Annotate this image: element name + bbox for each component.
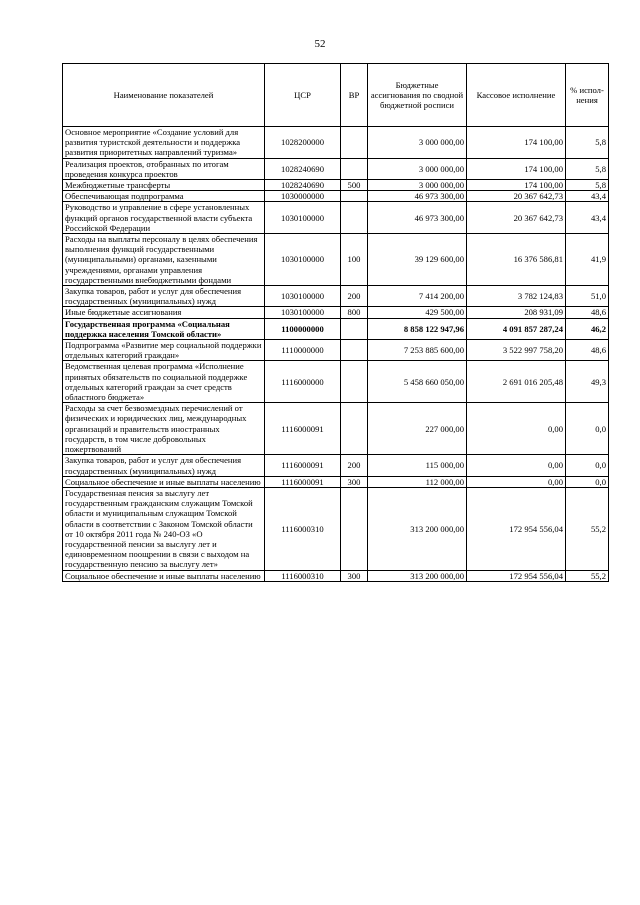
table-row [63, 361, 609, 403]
cell-csr: 1030100000 [265, 234, 341, 286]
cell-cash: 0,00 [467, 476, 566, 487]
cell-budget: 227 000,00 [368, 403, 467, 455]
cell-pct: 5,8 [566, 158, 609, 179]
cell-budget: 46 973 300,00 [368, 202, 467, 234]
header-vr: ВР [341, 64, 368, 127]
header-csr: ЦСР [265, 64, 341, 127]
cell-budget: 3 000 000,00 [368, 127, 467, 159]
cell-vr [341, 318, 368, 339]
table-row [63, 286, 609, 307]
table-row [63, 127, 609, 159]
cell-vr [341, 158, 368, 179]
cell-csr: 1100000000 [265, 318, 341, 339]
header-cash: Кассовое исполнение [467, 64, 566, 127]
cell-budget: 115 000,00 [368, 455, 467, 476]
cell-cash: 172 954 556,04 [467, 570, 566, 581]
table-row [63, 340, 609, 361]
cell-pct: 0,0 [566, 455, 609, 476]
cell-vr [341, 403, 368, 455]
cell-cash: 2 691 016 205,48 [467, 361, 566, 403]
cell-csr: 1028240690 [265, 158, 341, 179]
cell-budget: 112 000,00 [368, 476, 467, 487]
cell-pct: 48,6 [566, 307, 609, 318]
cell-cash: 16 376 586,81 [467, 234, 566, 286]
cell-budget: 7 253 885 600,00 [368, 340, 467, 361]
cell-budget: 7 414 200,00 [368, 286, 467, 307]
cell-vr: 800 [341, 307, 368, 318]
cell-name: Закупка товаров, работ и услуг для обеспечения государственных (муниципальных) нужд [63, 286, 265, 307]
cell-pct: 55,2 [566, 487, 609, 570]
table-row [63, 180, 609, 191]
cell-csr: 1030100000 [265, 307, 341, 318]
cell-csr: 1116000091 [265, 403, 341, 455]
budget-execution-table [62, 63, 609, 582]
cell-pct: 48,6 [566, 340, 609, 361]
cell-pct: 49,3 [566, 361, 609, 403]
header-name: Наименование показателей [63, 64, 265, 127]
cell-budget: 313 200 000,00 [368, 570, 467, 581]
cell-name: Основное мероприятие «Создание условий для развития туристской деятельности и поддержка развития приоритетных направлений туризма» [63, 127, 265, 159]
cell-name: Руководство и управление в сфере установленных функций органов государственной власти субъекта Российской Федерации [63, 202, 265, 234]
table-row [63, 570, 609, 581]
cell-vr: 200 [341, 455, 368, 476]
cell-pct: 0,0 [566, 403, 609, 455]
cell-name: Государственная пенсия за выслугу лет государственным гражданским служащим Томской области и муниципальным служащим Томской области в соответствии с Законом Томской области от 10 октября 2011 года № 240-ОЗ «О государственной пенсии за выслугу лет и единовременном поощрении в связи с выходом на государственную пенсию за выслугу лет» [63, 487, 265, 570]
cell-pct: 46,2 [566, 318, 609, 339]
cell-budget: 46 973 300,00 [368, 191, 467, 202]
cell-name: Расходы на выплаты персоналу в целях обеспечения выполнения функций государственными (муниципальными) органами, казенными учреждениями, органами управления государственными внебюджетными фондами [63, 234, 265, 286]
cell-budget: 39 129 600,00 [368, 234, 467, 286]
cell-budget: 3 000 000,00 [368, 158, 467, 179]
cell-name: Ведомственная целевая программа «Исполнение принятых обязательств по социальной поддержке отдельных категорий граждан за счет средств областного бюджета» [63, 361, 265, 403]
cell-name: Реализация проектов, отобранных по итогам проведения конкурса проектов [63, 158, 265, 179]
cell-csr: 1116000310 [265, 570, 341, 581]
cell-csr: 1028240690 [265, 180, 341, 191]
cell-csr: 1116000091 [265, 455, 341, 476]
cell-cash: 0,00 [467, 455, 566, 476]
table-row [63, 234, 609, 286]
cell-csr: 1116000000 [265, 361, 341, 403]
cell-csr: 1030100000 [265, 202, 341, 234]
table-body [63, 127, 609, 582]
table-row [63, 318, 609, 339]
table-header-row [63, 64, 609, 127]
table-row [63, 307, 609, 318]
cell-pct: 43,4 [566, 202, 609, 234]
header-budget: Бюджетные ассигнования по сводной бюджетной росписи [368, 64, 467, 127]
cell-vr: 500 [341, 180, 368, 191]
cell-cash: 20 367 642,73 [467, 202, 566, 234]
cell-vr: 300 [341, 570, 368, 581]
cell-csr: 1028200000 [265, 127, 341, 159]
cell-name: Государственная программа «Социальная поддержка населения Томской области» [63, 318, 265, 339]
cell-cash: 208 931,09 [467, 307, 566, 318]
cell-vr: 300 [341, 476, 368, 487]
cell-vr [341, 127, 368, 159]
cell-name: Расходы за счет безвозмездных перечислений от физических и юридических лиц, международных организаций и правительств иностранных государств, в том числе добровольных пожертвований [63, 403, 265, 455]
cell-name: Социальное обеспечение и иные выплаты населению [63, 570, 265, 581]
cell-name: Социальное обеспечение и иные выплаты населению [63, 476, 265, 487]
cell-vr [341, 340, 368, 361]
cell-cash: 174 100,00 [467, 180, 566, 191]
cell-pct: 0,0 [566, 476, 609, 487]
cell-csr: 1116000091 [265, 476, 341, 487]
header-pct: % испол-нения [566, 64, 609, 127]
cell-cash: 172 954 556,04 [467, 487, 566, 570]
cell-name: Обеспечивающая подпрограмма [63, 191, 265, 202]
cell-name: Иные бюджетные ассигнования [63, 307, 265, 318]
cell-cash: 174 100,00 [467, 158, 566, 179]
cell-cash: 4 091 857 287,24 [467, 318, 566, 339]
table-row [63, 191, 609, 202]
cell-budget: 429 500,00 [368, 307, 467, 318]
cell-name: Подпрограмма «Развитие мер социальной поддержки отдельных категорий граждан» [63, 340, 265, 361]
cell-cash: 0,00 [467, 403, 566, 455]
table-row [63, 403, 609, 455]
table-row [63, 202, 609, 234]
cell-budget: 3 000 000,00 [368, 180, 467, 191]
cell-budget: 8 858 122 947,96 [368, 318, 467, 339]
cell-csr: 1030000000 [265, 191, 341, 202]
cell-vr [341, 487, 368, 570]
cell-pct: 5,8 [566, 127, 609, 159]
cell-cash: 20 367 642,73 [467, 191, 566, 202]
cell-vr [341, 202, 368, 234]
table-row [63, 158, 609, 179]
cell-pct: 41,9 [566, 234, 609, 286]
cell-name: Межбюджетные трансферты [63, 180, 265, 191]
table-row [63, 455, 609, 476]
cell-csr: 1030100000 [265, 286, 341, 307]
cell-vr [341, 361, 368, 403]
table-row [63, 487, 609, 570]
cell-budget: 5 458 660 050,00 [368, 361, 467, 403]
cell-cash: 174 100,00 [467, 127, 566, 159]
cell-cash: 3 782 124,83 [467, 286, 566, 307]
cell-pct: 55,2 [566, 570, 609, 581]
cell-vr: 200 [341, 286, 368, 307]
cell-csr: 1110000000 [265, 340, 341, 361]
cell-pct: 5,8 [566, 180, 609, 191]
cell-cash: 3 522 997 758,20 [467, 340, 566, 361]
cell-budget: 313 200 000,00 [368, 487, 467, 570]
page-number: 52 [314, 38, 326, 50]
cell-vr: 100 [341, 234, 368, 286]
cell-name: Закупка товаров, работ и услуг для обеспечения государственных (муниципальных) нужд [63, 455, 265, 476]
table-row [63, 476, 609, 487]
cell-csr: 1116000310 [265, 487, 341, 570]
cell-pct: 51,0 [566, 286, 609, 307]
cell-vr [341, 191, 368, 202]
cell-pct: 43,4 [566, 191, 609, 202]
